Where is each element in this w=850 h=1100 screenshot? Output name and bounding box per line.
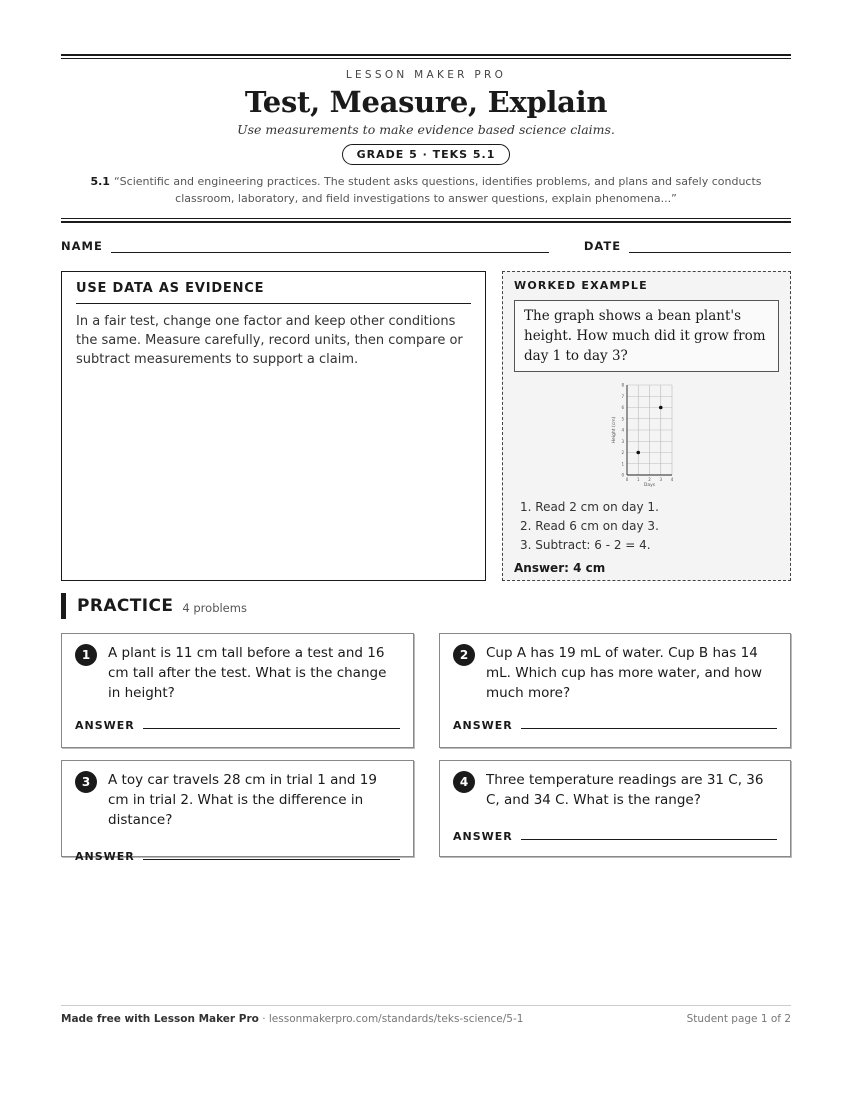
graph-x-tick-label: 3 — [658, 477, 662, 482]
answer-label: ANSWER — [75, 850, 135, 863]
footer-separator: · — [262, 1013, 266, 1025]
answer-field-4[interactable] — [521, 839, 777, 840]
problem-card-2 — [439, 633, 791, 748]
date-label: DATE — [583, 239, 622, 253]
graph-x-axis-label: Days — [643, 483, 655, 487]
footer-made-with: Made free with Lesson Maker Pro — [61, 1013, 259, 1025]
problem-text: Three temperature readings are 31 C, 36 C, and 34 C. What is the range? — [486, 772, 764, 808]
practice-grid — [61, 633, 791, 863]
evidence-title: USE DATA AS EVIDENCE — [76, 281, 471, 304]
standard-code: 5.1 — [90, 175, 110, 188]
graph-data-point — [636, 451, 640, 455]
header-rule — [61, 218, 791, 223]
graph-y-tick-label: 2 — [620, 450, 624, 455]
footer-page-number: Student page 1 of 2 — [686, 1013, 791, 1025]
step-3: 3. Subtract: 6 - 2 = 4. — [520, 538, 651, 552]
graph-x-tick-label: 1 — [636, 477, 640, 482]
problem-number: 1 — [75, 644, 97, 666]
worked-example-title: WORKED EXAMPLE — [514, 279, 648, 292]
graph-y-tick-label: 3 — [620, 438, 624, 444]
answer-field-1[interactable] — [143, 728, 400, 729]
evidence-box — [61, 271, 486, 581]
page-footer — [61, 1005, 791, 1025]
answer-field-2[interactable] — [521, 728, 777, 729]
grade-badge: GRADE 5 · TEKS 5.1 — [342, 144, 511, 165]
graph-y-axis-label: Height (cm) — [611, 416, 617, 444]
problem-card-3 — [61, 760, 414, 863]
evidence-body: In a fair test, change one factor and keep other conditions the same. Measure carefully, record units, then compare or subtract measurements to support a claim. — [76, 314, 463, 367]
graph-x-tick-label: 4 — [670, 477, 673, 482]
answer-label: ANSWER — [75, 719, 135, 732]
worked-example-answer: Answer: 4 cm — [514, 561, 606, 575]
graph-y-tick-label: 0 — [620, 472, 624, 478]
worksheet-subtitle: Use measurements to make evidence based science claims. — [237, 122, 615, 137]
graph-data-point — [658, 406, 662, 410]
footer-url[interactable]: lessonmakerpro.com/standards/teks-science/5-1 — [268, 1013, 524, 1025]
problem-text: A toy car travels 28 cm in trial 1 and 19 cm in trial 2. What is the difference in distance? — [108, 772, 377, 828]
worked-example-box — [502, 271, 791, 581]
standard-text: “Scientific and engineering practices. The student asks questions, identifies problems, and plans and safely conducts classroom, laboratory, and field investigations to answer questions, explain phenomena...” — [113, 175, 762, 205]
answer-label: ANSWER — [453, 830, 513, 843]
practice-header — [61, 593, 791, 619]
practice-title: PRACTICE — [77, 596, 174, 616]
graph-y-tick-label: 8 — [620, 383, 624, 388]
graph-x-tick-label: 0 — [625, 477, 628, 482]
graph-y-tick-label: 4 — [620, 427, 624, 433]
name-label: NAME — [61, 239, 103, 253]
name-date-row — [61, 237, 791, 253]
graph-x-tick-label: 2 — [647, 477, 651, 482]
answer-field-3[interactable] — [143, 859, 400, 860]
graph-y-tick-label: 6 — [620, 405, 624, 410]
problem-text: A plant is 11 cm tall before a test and 16 cm tall after the test. What is the change in height? — [108, 645, 387, 701]
top-rule — [61, 54, 791, 59]
problem-text: Cup A has 19 mL of water. Cup B has 14 mL. Which cup has more water, and how much more? — [486, 645, 763, 701]
worked-example-steps — [520, 498, 779, 555]
problem-number: 3 — [75, 771, 97, 793]
standard-description — [67, 173, 785, 207]
step-2: 2. Read 6 cm on day 3. — [520, 519, 659, 533]
problem-number: 2 — [453, 644, 475, 666]
worksheet-title: Test, Measure, Explain — [244, 85, 608, 119]
graph-y-tick-label: 5 — [620, 416, 624, 422]
brand-name: LESSON MAKER PRO — [345, 69, 507, 81]
graph-y-tick-label: 1 — [620, 461, 624, 467]
problem-card-1 — [61, 633, 414, 748]
graph-y-tick-label: 7 — [620, 393, 624, 399]
worked-example-question: The graph shows a bean plant's height. How much did it grow from day 1 to day 3? — [514, 300, 779, 372]
problem-card-4 — [439, 760, 791, 857]
problem-number: 4 — [453, 771, 475, 793]
name-field[interactable] — [111, 252, 549, 253]
practice-count: 4 problems — [182, 600, 247, 615]
step-1: 1. Read 2 cm on day 1. — [520, 500, 659, 514]
plant-height-graph — [611, 383, 683, 487]
worksheet-page — [61, 54, 791, 863]
date-field[interactable] — [629, 252, 791, 253]
answer-label: ANSWER — [453, 719, 513, 732]
